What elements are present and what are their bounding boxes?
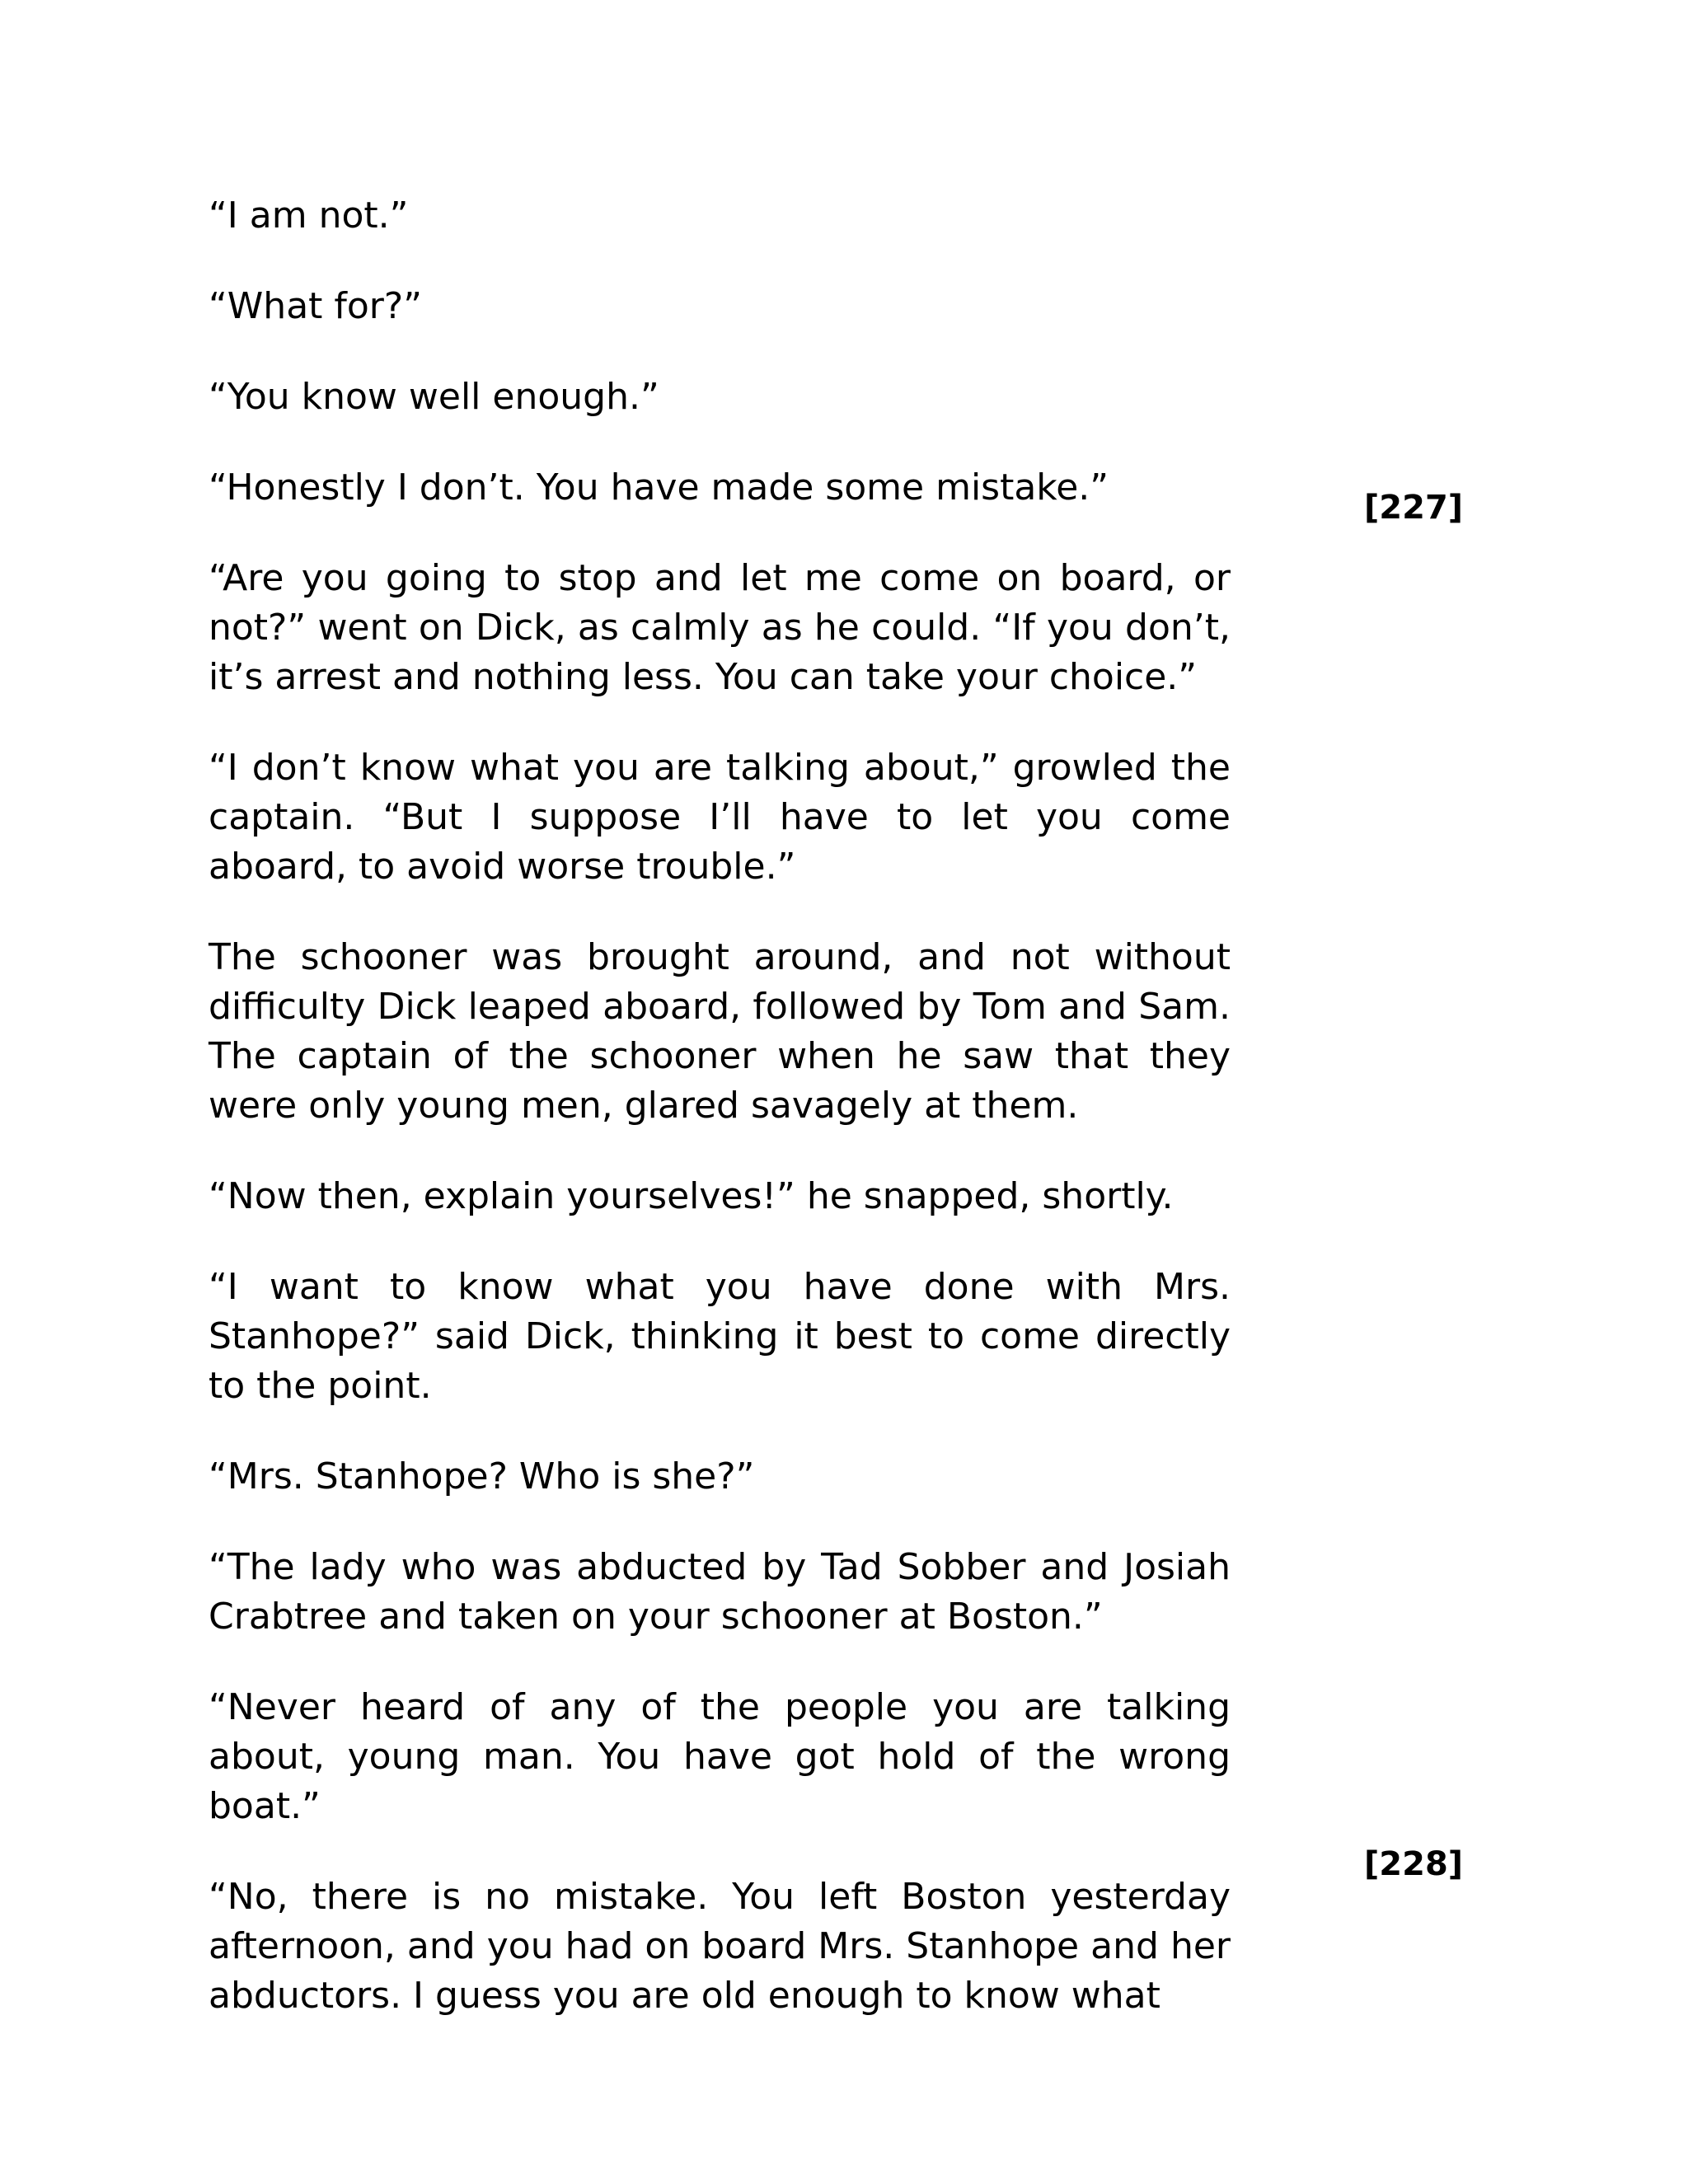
paragraph: “Mrs. Stanhope? Who is she?”	[209, 1455, 755, 1497]
paragraph: “I want to know what you have done with Mrs. Stanhope?” said Dick, thinking it best to come directly to the point.	[209, 1266, 1231, 1407]
paragraph: “Are you going to stop and let me come on board, or not?” went on Dick, as calmly as he could. “If you don’t, it’s arrest and nothing less. You can take your choice.”	[209, 557, 1231, 698]
paragraph: “No, there is no mistake. You left Boston yesterday afternoon, and you had on board Mrs. Stanhope and her abductors. I guess you are old enough to know what	[209, 1876, 1231, 2017]
paragraph: “Now then, explain yourselves!” he snapped, shortly.	[209, 1175, 1174, 1217]
page-number-marker: [228]	[1364, 1845, 1464, 1883]
paragraph: “You know well enough.”	[209, 376, 659, 418]
paragraph: “Honestly I don’t. You have made some mistake.”	[209, 466, 1109, 509]
paragraph: “Never heard of any of the people you are talking about, young man. You have got hold of the wrong boat.”	[209, 1686, 1231, 1827]
page-number-marker: [227]	[1364, 489, 1464, 527]
paragraph: “The lady who was abducted by Tad Sobber and Josiah Crabtree and taken on your schooner at Boston.”	[209, 1546, 1231, 1638]
paragraph: The schooner was brought around, and not without difficulty Dick leaped aboard, followed by Tom and Sam. The captain of the schooner when he saw that they were only young men, glared savagely at them.	[209, 936, 1231, 1127]
paragraph: “I am not.”	[209, 194, 409, 237]
paragraph: “I don’t know what you are talking about,” growled the captain. “But I suppose I’ll have to let you come aboard, to avoid worse trouble.”	[209, 747, 1231, 888]
text-column	[209, 191, 1231, 2062]
paragraph: “What for?”	[209, 285, 423, 327]
